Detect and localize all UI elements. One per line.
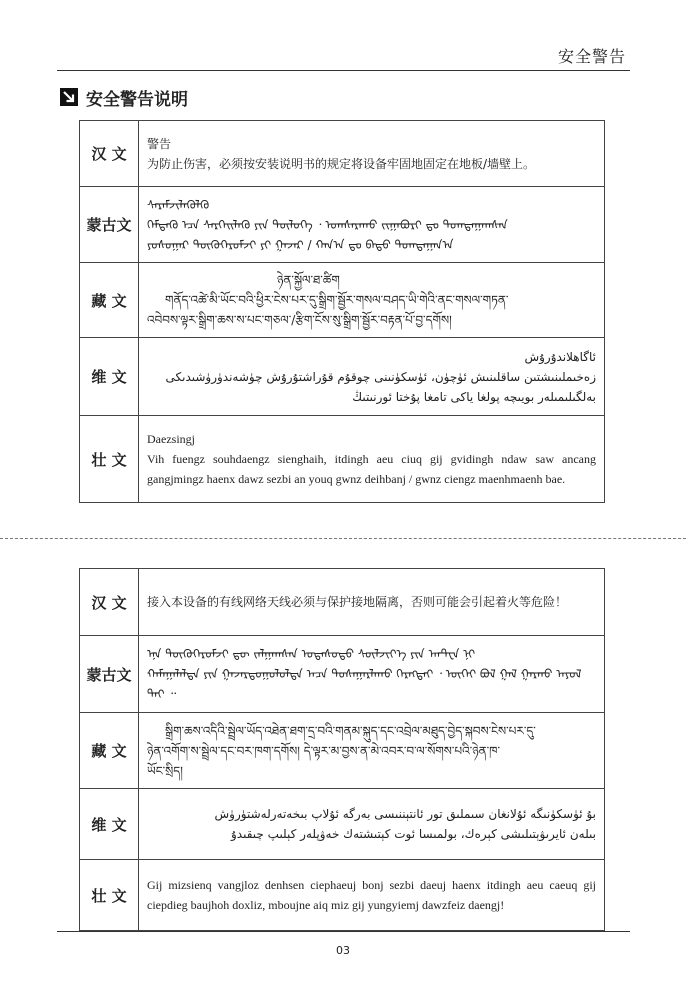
row-content (139, 263, 605, 338)
content-line: ཡོང་སྲིད། (147, 763, 183, 778)
content-line: ᠭᠡᠮᠲᠡᠬᠦ ᠡᠴᠡ ᠰᠡᠷᠭᠡᠢᠯᠡᠬᠦ ᠶᠢᠨ ᠲᠥᠯᠦᠭᠡ ᠂ ᠤᠭᠰᠠᠷᠠᠬᠤ ᠵᠢᠭᠠᠪᠤᠷᠢ ᠳᠤ ᠲᠣᠭᠲᠠᠭᠠᠭᠰᠠᠨ (147, 217, 508, 232)
row-content (139, 121, 605, 187)
row-content (139, 569, 605, 636)
lang-label: 蒙古文 (80, 187, 139, 263)
table-row (80, 636, 605, 713)
table-row (80, 713, 605, 789)
table-row (80, 416, 605, 503)
content-line: بەلگىلىمىلەر بويىچە پولغا ياكى تامغا پۇختا ئورنىتىڭ (352, 389, 596, 404)
content-line: 警告 (147, 136, 172, 151)
section-heading-text: 安全警告说明 (86, 89, 188, 110)
table-row (80, 263, 605, 338)
content-line: ᠬᠠᠮᠠᠭᠠᠯᠠᠯᠲᠠ ᠶᠢᠨ ᠭᠠᠵᠠᠷᠳᠤᠭᠤᠯᠤᠯᠲᠠ ᠠᠴᠠ ᠲᠤᠰᠠᠭᠠᠷᠯᠠᠬᠤ ᠬᠡᠷᠡᠭᠲᠡᠢ ᠂ ᠦᠭᠡᠢ ᠪᠣᠯ ᠭᠠᠯ ᠭᠠᠷᠬᠤ ᠠᠶᠤᠯ ᠲᠠᠢ ᠃ (147, 667, 582, 701)
arrow-box-icon (60, 88, 78, 106)
content-line: 为防止伤害，必须按安装说明书的规定将设备牢固地固定在地板/墙壁上。 (147, 156, 536, 171)
row-content (139, 636, 605, 713)
table-row (80, 860, 605, 931)
content-line: ཉེན་འགོག་ས་སྦྲེལ་དང་བར་ཁག་དགོས། དེ་ལྟར་མ་བྱས་ན་མེ་འབར་བ་ལ་སོགས་པའི་ཉེན་ཁ་ (147, 743, 501, 758)
lang-label: 壮 文 (80, 416, 139, 503)
content-line: Vih fuengz souhdaengz sienghaih, itdingh aeu ciuq gij gvidingh ndaw saw ancang gangjmingz haenx dawz sezbi an youq gwnz deihbanj / gwnz ciengz maenhmaenh bae. (147, 452, 596, 486)
lang-label: 维 文 (80, 338, 139, 416)
header-title: 安全警告 (557, 47, 626, 66)
page-number: 03 (336, 944, 350, 957)
warning-table-1 (79, 120, 605, 503)
row-content (139, 860, 605, 931)
content-line: 接入本设备的有线网络天线必须与保护接地隔离，否则可能会引起着火等危险！ (147, 595, 568, 609)
row-content (139, 338, 605, 416)
table-row (80, 569, 605, 636)
section-heading (60, 86, 188, 108)
content-line: འབེབས་ལྟར་སྒྲིག་ཆས་ས་པང་གཅལ་/རྩིག་ངོས་སུ་སྒྲིག་སྦྱོར་བརྟན་པོ་བྱ་དགོས། (147, 313, 452, 327)
row-content (139, 187, 605, 263)
row-content (139, 416, 605, 503)
content-line: Daezsingj (147, 432, 195, 446)
content-line: ᠰᠡᠷᠡᠮᠵᠢᠯᠡᠬᠦᠯᠬᠦ (147, 197, 210, 212)
content-line: Gij mizsienq vangjloz denhsen ciephaeuj bonj sezbi daeuj haenx itdingh aeu caeuq gij ciepdieg baujhoh doxliz, mboujne aiq miz gij yungyiemj dawzfeiz daengj! (147, 878, 596, 912)
table-row (80, 789, 605, 860)
warning-table-2 (79, 568, 605, 931)
table-row (80, 187, 605, 263)
content-line: ᠶᠣᠰᠣᠭᠠᠷ ᠲᠥᠬᠥᠭᠡᠷᠦᠮᠵᠢ ᠶᠢ ᠭᠠᠵᠠᠷ / ᠬᠠᠨ᠎ᠠ ᠳᠤ ᠪᠠᠲᠤ ᠲᠣᠭᠲᠠᠭᠠᠨ᠎ᠠ (147, 237, 454, 252)
content-line: بۇ ئۈسكۈنىگە ئۇلانغان سىملىق تور ئانتېننىسى بەرگە ئۇلاپ بىخەتەرلەشتۈرۈش (214, 807, 596, 821)
lang-label: 蒙古文 (80, 636, 139, 713)
header-rule (57, 70, 630, 71)
content-line: ཉེན་སྐྱོལ་ཐ་ཚིག (277, 273, 340, 287)
content-line: ᠡᠨᠡ ᠲᠥᠬᠥᠭᠡᠷᠦᠮᠵᠢ ᠳᠦ ᠵᠠᠯᠭᠠᠭᠰᠠᠨ ᠤᠲᠠᠰᠤᠲᠤ ᠰᠦᠯᠵᠢᠶ᠎ᠡ ᠶᠢᠨ ᠠᠨᠲ᠋ᠸᠨ ᠨᠢ (147, 647, 476, 661)
lang-label: 维 文 (80, 789, 139, 860)
content-line: ئاگاھلاندۇرۇش (524, 349, 596, 364)
lang-label: 汉 文 (80, 569, 139, 636)
lang-label: 壮 文 (80, 860, 139, 931)
lang-label: 藏 文 (80, 263, 139, 338)
row-content (139, 713, 605, 789)
lang-label: 藏 文 (80, 713, 139, 789)
content-line: སྒྲིག་ཆས་འདིའི་སྦྲེལ་ཡོད་འཐེན་ཐག་དྲ་བའི་གནམ་སྐུད་དང་འབྲེལ་མཐུད་བྱེད་སྐབས་ངེས་པར་དུ་ (165, 723, 536, 738)
table-row (80, 121, 605, 187)
footer-rule (57, 931, 630, 932)
content-line: بىلەن ئايرىۋېتىلىشى كېرەك، بولمىسا ئوت كېتىشتەك خەۋپلەر كېلىپ چىقىدۇ (231, 827, 596, 841)
content-line: زەخىملىنىشتىن ساقلىنىش ئۈچۈن، ئۈسكۈنىنى چوقۇم قۇراشتۇرۇش چۈشەندۈرۈشىدىكى (165, 369, 596, 384)
lang-label: 汉 文 (80, 121, 139, 187)
section-separator (0, 538, 686, 539)
content-line: གནོད་འཚེ་མི་ཡོང་བའི་ཕྱིར་ངེས་པར་དུ་སྒྲིག་སྦྱོར་གསལ་བཤད་ཡི་གེའི་ནང་གསལ་གཏན་ (165, 293, 509, 307)
row-content (139, 789, 605, 860)
table-row (80, 338, 605, 416)
